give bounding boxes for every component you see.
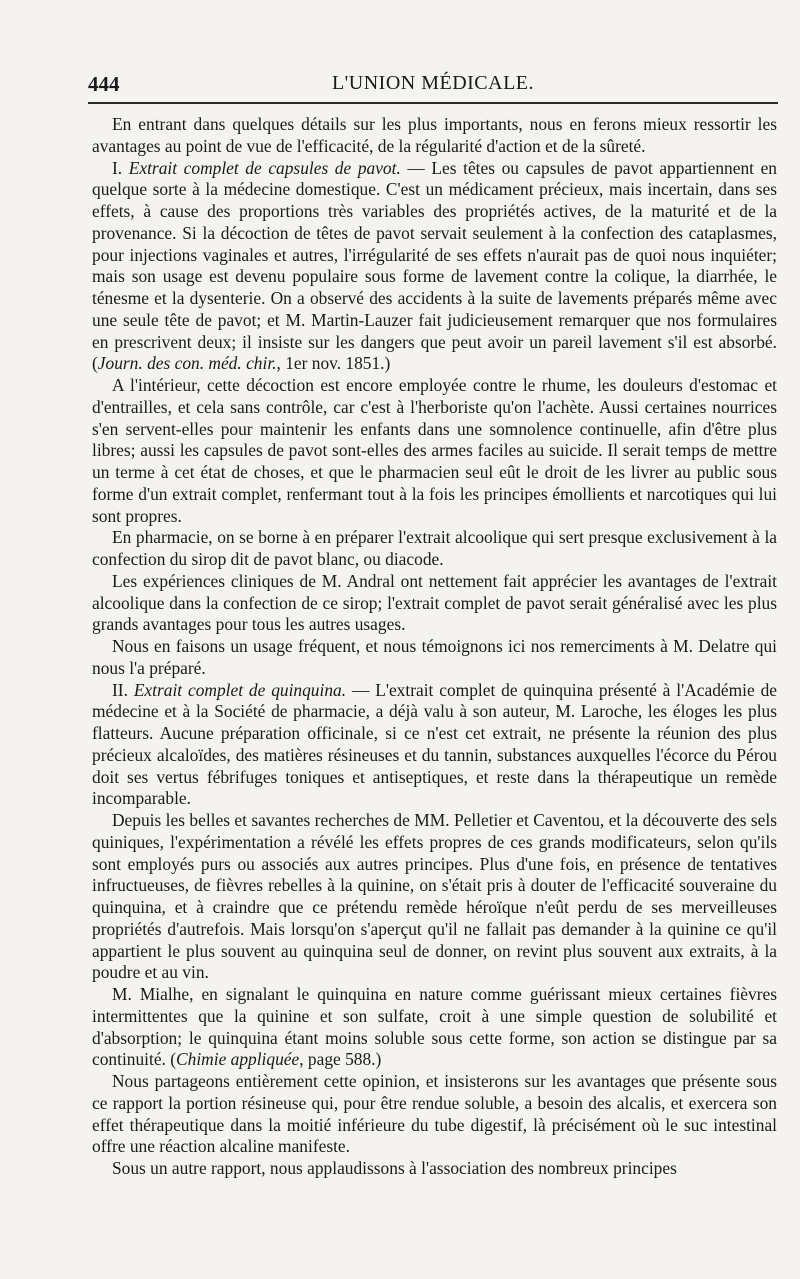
paragraph-intro: En entrant dans quelques détails sur les plus importants, nous en ferons mieux ressortir les avantages au point de vue de l'efficacité, de la régularité d'action et de la sûreté. [92,114,777,156]
paragraph-association: Sous un autre rapport, nous applaudissons à l'association des nombreux principes [112,1158,677,1178]
header-rule [88,102,778,104]
paragraph-pharmacie: En pharmacie, on se borne à en préparer l'extrait alcoolique qui sert presque exclusivement à la confection du sirop dit de pavot blanc, ou diacode. [92,527,777,569]
paragraph-section-1 [92,158,777,376]
citation-chimie: Chimie appliquée [176,1049,300,1070]
section-title-2: Extrait complet de quinquina. [133,679,347,700]
citation-journal-date: , 1er nov. 1851.) [276,353,391,374]
paragraph-experiences: Les expériences cliniques de M. Andral ont nettement fait apprécier les avantages de l'extrait alcoolique dans la confection de ce sirop; l'extrait complet de pavot serait généralisé avec les plus grands avantages pour tous les autres usages. [92,570,777,635]
article-body [92,114,777,1180]
section-title-1: Extrait complet de capsules de pavot. [128,157,401,178]
running-head [88,72,778,98]
mialhe-text: M. Mialhe, en signalant le quinquina en nature comme guérissant mieux certaines fièvres intermittentes que la quinine et son sulfate, croit à une simple question de solubilité et d'absorption; le quinquina étant moins soluble sous cette forme, son action se distingue par sa continuité. ( [92,984,777,1070]
paragraph-interieur: A l'intérieur, cette décoction est encore employée contre le rhume, les douleurs d'estomac et d'entrailles, et cela sans contrôle, car c'est à l'herboriste qu'on l'achète. Aussi certaines nourrices s'en servent-elles pour maintenir les enfants dans une somnolence continuelle, afin d'être plus libres; aussi les capsules de pavot sont-elles des armes faciles au suicide. Il serait temps de mettre un terme à cet état de choses, et que le pharmacien seul eût le droit de les livrer au public sous forme d'un extrait complet, renfermant tout à la fois les principes émollients et narcotiques qui lui sont propres. [92,375,777,526]
page-number: 444 [88,72,120,96]
section-number-1: I. [112,157,123,178]
section-number-2: II. [112,679,128,700]
paragraph-remerciments: Nous en faisons un usage fréquent, et nous témoignons ici nos remerciments à M. Delatre qui nous l'a préparé. [92,636,777,678]
section-2-text: — L'extrait complet de quinquina présenté à l'Académie de médecine et à la Société de pharmacie, a déjà valu à son auteur, M. Laroche, les éloges les plus flatteurs. Aucune préparation officinale, si ce n'est cet extrait, ne présente la réunion des plus précieux alcaloïdes, des matières résineuses et du tannin, substances auxquelles l'écorce du Pérou doit ses vertus fébrifuges toniques et antiseptiques, et reste dans la thérapeutique un remède incomparable. [92,679,777,809]
paragraph-opinion: Nous partageons entièrement cette opinion, et insisterons sur les avantages que présente sous ce rapport la portion résineuse qui, pour être rendue soluble, a besoin des alcalis, et exercera son effet thérapeutique dans la moitié inférieure du tube digestif, là précisément où le suc intestinal offre une réaction alcaline manifeste. [92,1071,777,1157]
section-1-text: — Les têtes ou capsules de pavot appartiennent en quelque sorte à la médecine domestique. C'est un médicament précieux, mais incertain, dans ses effets, à cause des proportions très variables des propriétés actives, de la maturité et de la provenance. Si la décoction de têtes de pavot servait seulement à la confection des cataplasmes, pour injections vaginales et autres, l'irrégularité de ses effets n'aurait pas de quoi nous inquiéter; mais son usage est devenu populaire sous forme de lavement contre la colique, la diarrhée, le ténesme et la dysenterie. On a observé des accidents à la suite de lavements préparés même avec une seule tête de pavot; et M. Martin-Lauzer fait judicieusement remarquer que nos formulaires en prescrivent deux; il insiste sur les dangers que peut avoir un pareil lavement s'il est absorbé. ( [92,157,777,374]
journal-title: L'UNION MÉDICALE. [331,72,535,94]
paragraph-mialhe [92,984,777,1071]
citation-chimie-page: , page 588.) [299,1049,382,1070]
paragraph-section-2 [92,680,777,811]
citation-journal: Journ. des con. méd. chir. [97,353,277,374]
paragraph-recherches: Depuis les belles et savantes recherches de MM. Pelletier et Caventou, et la découverte des sels quiniques, l'expérimentation a révélé les effets propres de ces grands modificateurs, selon qu'ils sont employés purs ou associés aux autres principes. Plus d'une fois, en présence de tentatives infructueuses, de fièvres rebelles à la quinine, on s'était pris à douter de l'efficacité souveraine du quinquina, et à craindre que ce prétendu remède héroïque n'eût perdu de ses merveilleuses propriétés d'autrefois. Mais lorsqu'on s'aperçut qu'il ne fallait pas demander à la quinine ce qu'il appartient le plus souvent au quinquina seul de donner, on revint plus souvent aux extraits, à la poudre et au vin. [92,810,777,983]
